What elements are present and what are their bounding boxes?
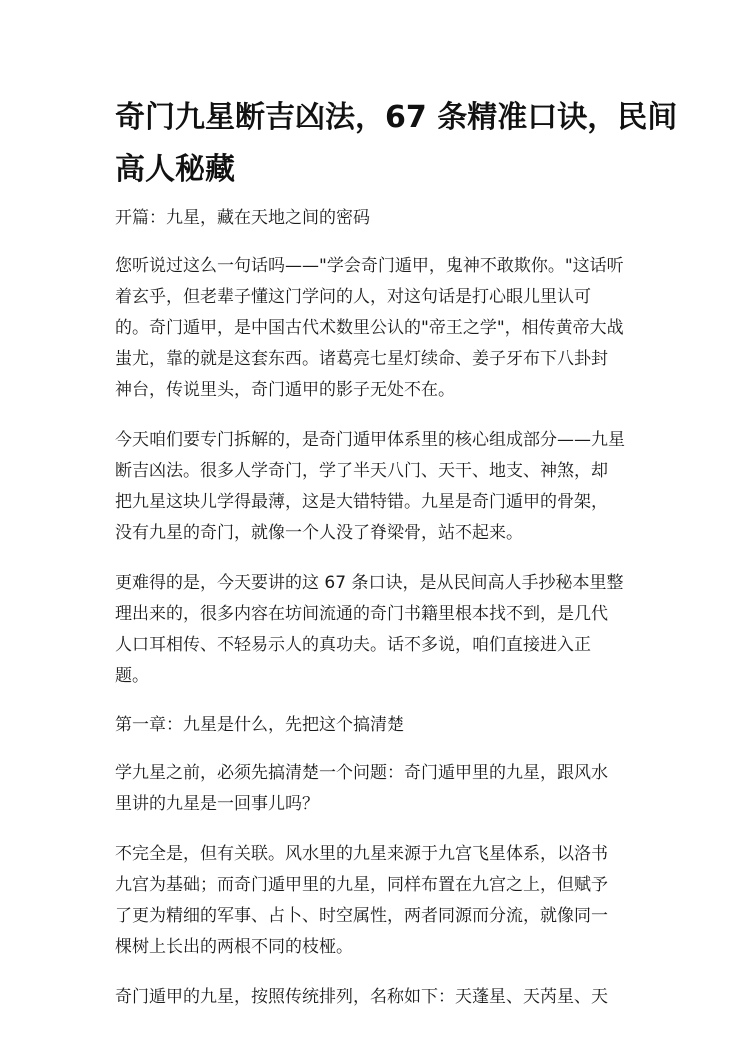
paragraph-4 bbox=[115, 758, 637, 820]
paragraph-1 bbox=[115, 251, 637, 406]
text-line: 今天咱们要专门拆解的，是奇门遁甲体系里的核心组成部分——九星 bbox=[115, 430, 625, 450]
document-title bbox=[115, 92, 678, 196]
text-line: 的。奇门遁甲，是中国古代术数里公认的"帝王之学"，相传黄帝大战 bbox=[115, 318, 624, 338]
text-line: 九宫为基础；而奇门遁甲里的九星，同样布置在九宫之上，但赋予 bbox=[115, 875, 608, 895]
text-line: 理出来的，很多内容在坊间流通的奇门书籍里根本找不到，是几代 bbox=[115, 604, 608, 624]
text-line: 神台，传说里头，奇门遁甲的影子无处不在。 bbox=[115, 380, 455, 400]
section-heading-chapter-1: 第一章：九星是什么，先把这个搞清楚 bbox=[115, 715, 404, 735]
document-page bbox=[115, 92, 678, 1032]
text-line: 更难得的是，今天要讲的这 67 条口诀，是从民间高人手抄秘本里整 bbox=[115, 573, 624, 593]
text-line: 奇门遁甲的九星，按照传统排列，名称如下：天蓬星、天芮星、天 bbox=[115, 987, 608, 1007]
title-line: 高人秘藏 bbox=[115, 152, 235, 187]
text-line: 人口耳相传、不轻易示人的真功夫。话不多说，咱们直接进入正 bbox=[115, 635, 591, 655]
text-line: 没有九星的奇门，就像一个人没了脊梁骨，站不起来。 bbox=[115, 523, 523, 543]
text-line: 棵树上长出的两根不同的枝桠。 bbox=[115, 937, 353, 957]
text-line: 不完全是，但有关联。风水里的九星来源于九宫飞星体系，以洛书 bbox=[115, 844, 608, 864]
text-line: 把九星这块儿学得最薄，这是大错特错。九星是奇门遁甲的骨架， bbox=[115, 492, 608, 512]
text-line: 了更为精细的军事、占卜、时空属性，两者同源而分流，就像同一 bbox=[115, 906, 608, 926]
title-line: 奇门九星断吉凶法，67 条精准口诀，民间 bbox=[115, 100, 678, 135]
text-line: 断吉凶法。很多人学奇门，学了半天八门、天干、地支、神煞，却 bbox=[115, 461, 608, 481]
paragraph-5 bbox=[115, 839, 637, 963]
text-line: 您听说过这么一句话吗——"学会奇门遁甲，鬼神不敢欺你。"这话听 bbox=[115, 256, 624, 276]
paragraph-3 bbox=[115, 568, 637, 692]
text-line: 学九星之前，必须先搞清楚一个问题：奇门遁甲里的九星，跟风水 bbox=[115, 763, 608, 783]
text-line: 里讲的九星是一回事儿吗？ bbox=[115, 794, 319, 814]
paragraph-6 bbox=[115, 982, 637, 1013]
text-line: 题。 bbox=[115, 666, 149, 686]
text-line: 着玄乎，但老辈子懂这门学问的人，对这句话是打心眼儿里认可 bbox=[115, 287, 591, 307]
section-heading-opening: 开篇：九星，藏在天地之间的密码 bbox=[115, 208, 370, 228]
text-line: 蚩尤，靠的就是这套东西。诸葛亮七星灯续命、姜子牙布下八卦封 bbox=[115, 349, 608, 369]
paragraph-2 bbox=[115, 425, 637, 549]
